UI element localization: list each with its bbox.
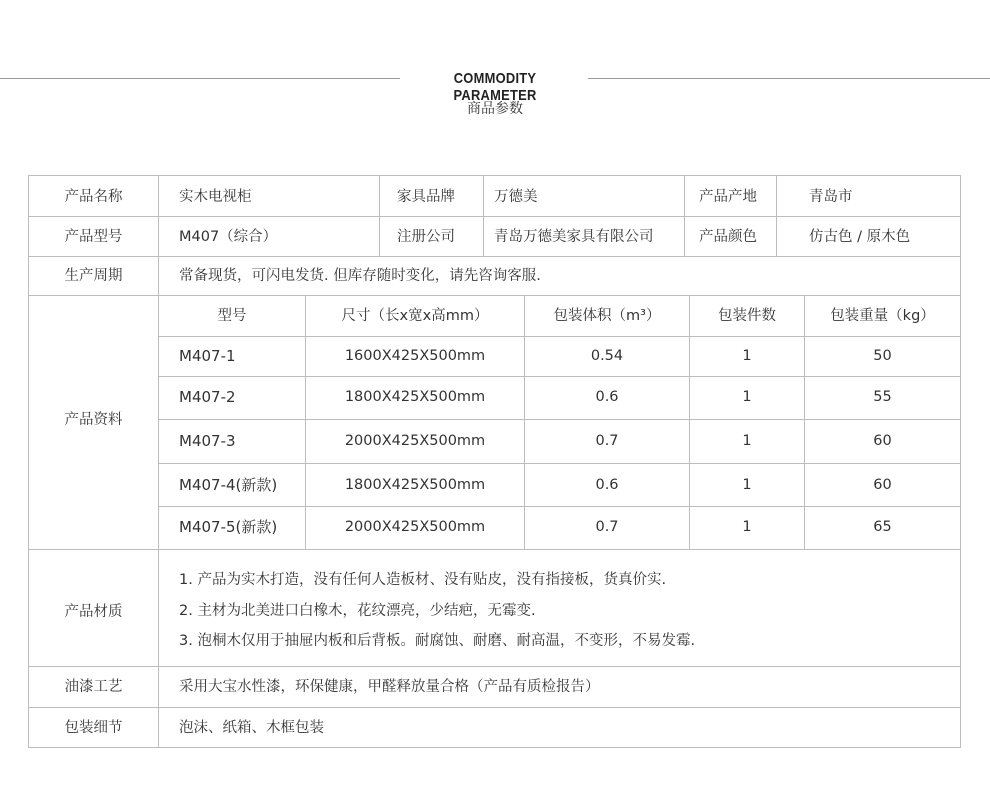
spec-count: 1 (742, 433, 752, 449)
spec-col-divider (804, 295, 805, 549)
spec-count: 1 (742, 348, 752, 364)
spec-count: 1 (742, 389, 752, 405)
spec-model: M407-4(新款) (179, 476, 278, 494)
section-title-cn: 商品参数 (467, 101, 523, 117)
value-model: M407（综合） (179, 229, 278, 245)
spec-header-count: 包装件数 (718, 308, 776, 324)
spec-row-divider (159, 376, 960, 377)
header-rule-right (588, 78, 990, 79)
spec-volume: 0.7 (595, 519, 619, 535)
parameter-table (28, 175, 961, 748)
spec-header-size: 尺寸（长x宽x高mm） (341, 308, 489, 324)
label-company: 注册公司 (397, 229, 455, 245)
spec-count: 1 (742, 519, 752, 535)
spec-size: 1800X425X500mm (344, 477, 486, 493)
col-divider (379, 176, 380, 256)
label-production-cycle: 生产周期 (64, 268, 123, 284)
spec-header-model: 型号 (217, 308, 247, 324)
label-specs: 产品资料 (64, 412, 123, 428)
value-production-cycle: 常备现货，可闪电发货. 但库存随时变化，请先咨询客服. (179, 268, 541, 284)
col-divider (684, 176, 685, 256)
spec-model: M407-5(新款) (179, 518, 278, 536)
spec-col-divider (689, 295, 690, 549)
spec-volume: 0.6 (595, 477, 619, 493)
label-color: 产品颜色 (699, 229, 757, 245)
spec-row-divider (159, 419, 960, 420)
section-title-en: COMMODITY PARAMETER (453, 70, 537, 104)
spec-size: 2000X425X500mm (344, 519, 486, 535)
row-divider (29, 549, 960, 550)
spec-row-divider (159, 506, 960, 507)
row-divider (29, 707, 960, 708)
header-rule-left (0, 78, 400, 79)
col-divider (483, 176, 484, 256)
spec-weight: 55 (873, 389, 892, 405)
material-line: 3. 泡桐木仅用于抽屉内板和后背板。耐腐蚀、耐磨、耐高温，不变形，不易发霉. (179, 633, 696, 649)
value-company: 青岛万德美家具有限公司 (494, 229, 654, 245)
row-divider (29, 666, 960, 667)
label-packing: 包装细节 (64, 720, 123, 736)
spec-row-divider (159, 336, 960, 337)
value-color: 仿古色 / 原木色 (809, 229, 911, 245)
spec-volume: 0.7 (595, 433, 619, 449)
row-divider (29, 295, 960, 296)
label-model: 产品型号 (64, 229, 123, 245)
spec-weight: 50 (873, 348, 892, 364)
value-origin: 青岛市 (809, 189, 853, 205)
spec-size: 1800X425X500mm (344, 389, 486, 405)
spec-model: M407-2 (179, 388, 236, 406)
label-column-divider (158, 176, 159, 747)
spec-row-divider (159, 463, 960, 464)
label-paint: 油漆工艺 (64, 679, 123, 695)
spec-col-divider (305, 295, 306, 549)
spec-size: 1600X425X500mm (344, 348, 486, 364)
material-line: 2. 主材为北美进口白橡木，花纹漂亮，少结疤，无霉变. (179, 603, 536, 619)
spec-weight: 60 (873, 433, 892, 449)
label-material: 产品材质 (64, 604, 123, 620)
spec-volume: 0.54 (590, 348, 624, 364)
label-brand: 家具品牌 (397, 189, 455, 205)
col-divider (776, 176, 777, 256)
label-product-name: 产品名称 (64, 189, 123, 205)
spec-weight: 60 (873, 477, 892, 493)
label-origin: 产品产地 (699, 189, 757, 205)
spec-weight: 65 (873, 519, 892, 535)
value-brand: 万德美 (494, 189, 538, 205)
spec-count: 1 (742, 477, 752, 493)
value-packing: 泡沫、纸箱、木框包装 (179, 720, 324, 736)
spec-header-volume: 包装体积（m³） (553, 308, 661, 324)
value-paint: 采用大宝水性漆，环保健康，甲醛释放量合格（产品有质检报告） (179, 679, 600, 695)
spec-header-weight: 包装重量（kg） (830, 308, 935, 324)
material-line: 1. 产品为实木打造，没有任何人造板材、没有贴皮，没有指接板，货真价实. (179, 572, 667, 588)
row-divider (29, 216, 960, 217)
spec-model: M407-1 (179, 347, 236, 365)
row-divider (29, 256, 960, 257)
spec-volume: 0.6 (595, 389, 619, 405)
spec-col-divider (524, 295, 525, 549)
spec-model: M407-3 (179, 432, 236, 450)
value-product-name: 实木电视柜 (179, 189, 252, 205)
spec-size: 2000X425X500mm (344, 433, 486, 449)
